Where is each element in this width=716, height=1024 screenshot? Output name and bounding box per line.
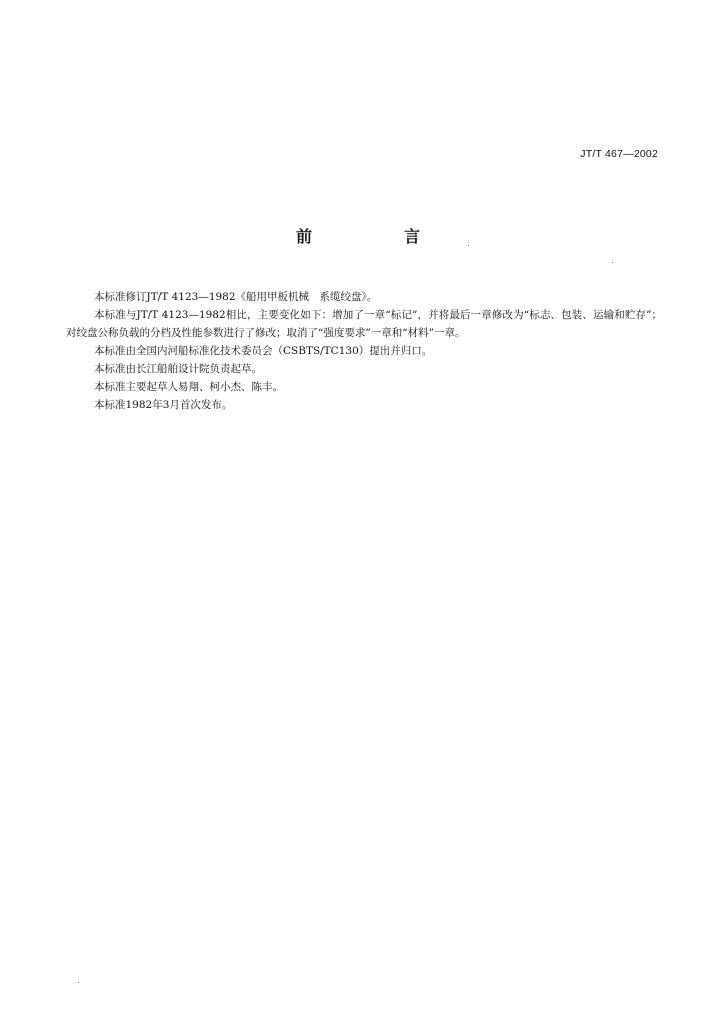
preface-paragraph-proposer: 本标准由全国内河船标准化技术委员会（CSBTS/TC130）提出并归口。 <box>94 345 433 357</box>
preface-paragraph-drafters: 本标准主要起草人易翔、柯小杰、陈丰。 <box>94 381 283 393</box>
scan-speck <box>78 982 79 983</box>
preface-paragraph-revision: 本标准修订JT/T 4123—1982《船用甲板机械 系缆绞盘》。 <box>94 291 378 303</box>
preface-paragraph-first-release: 本标准1982年3月首次发布。 <box>94 399 233 411</box>
preface-title: 前 言 <box>295 227 458 246</box>
preface-paragraph-drafting-unit: 本标准由长江船舶设计院负责起草。 <box>94 363 262 375</box>
document-code: JT/T 467—2002 <box>580 148 658 160</box>
scan-speck <box>468 245 469 246</box>
preface-paragraph-changes: 本标准与JT/T 4123—1982相比，主要变化如下：增加了一章“标记”，并将最后一章修改为“标志、包装、运输和贮存”；对绞盘公称负载的分档及性能参数进行了修改；取消了“强度要求”一章和“材料”一章。 <box>66 309 662 339</box>
preface-body <box>66 288 662 414</box>
scan-speck <box>612 262 613 263</box>
